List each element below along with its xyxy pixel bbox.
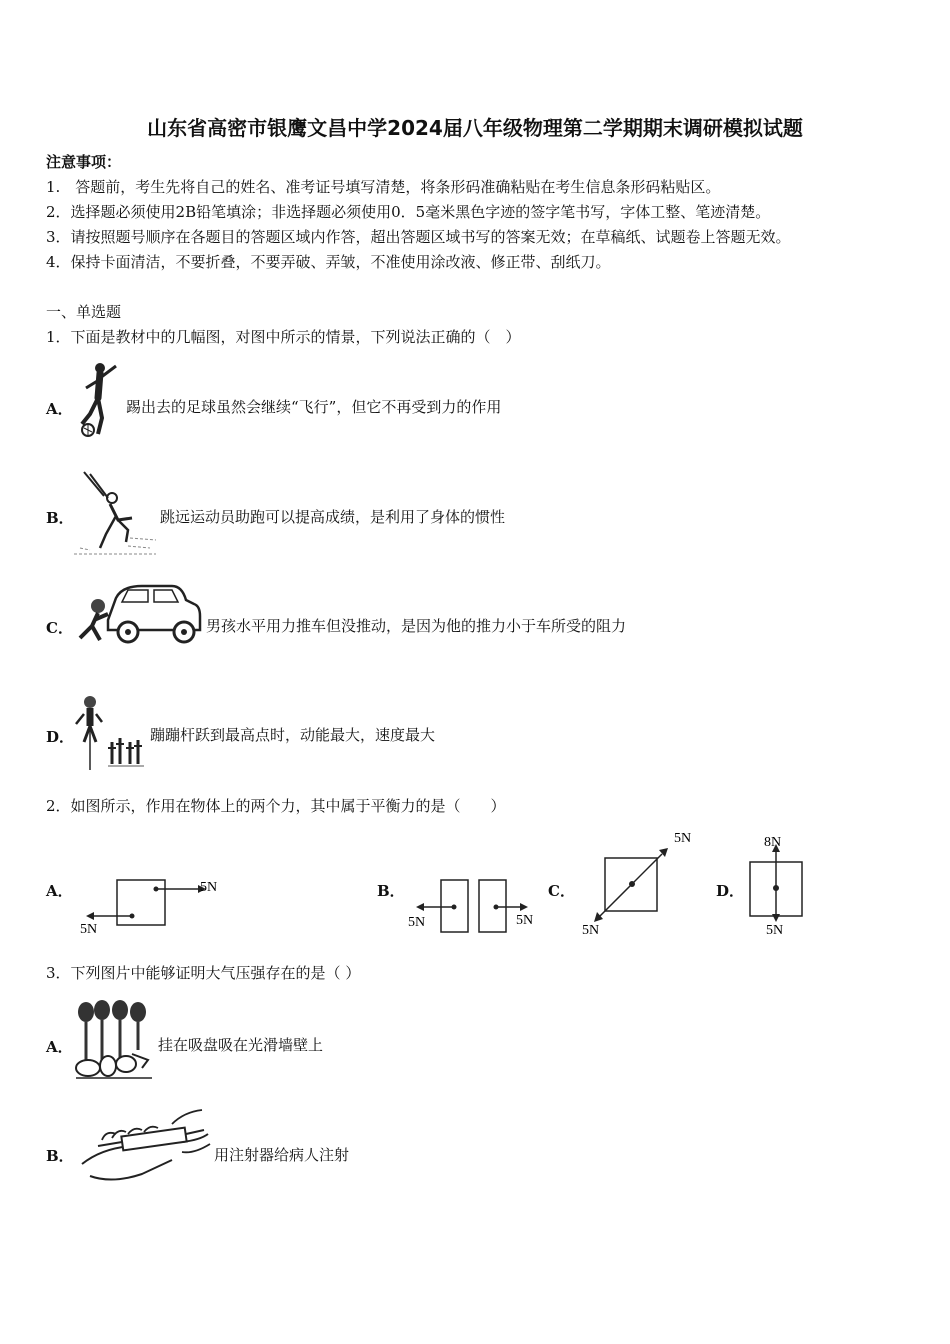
notice-item-2: 2．选择题必须使用2B铅笔填涂；非选择题必须使用0．5毫米黑色字迹的签字笔书写，字体工整、笔迹清楚。: [46, 203, 771, 221]
force-label-down: 5N: [766, 923, 784, 938]
q1-option-c-text: 男孩水平用力推车但没推动，是因为他的推力小于车所受的阻力: [206, 617, 627, 635]
q1-option-b-letter: B．: [46, 509, 74, 527]
boy-pushing-car-icon: [72, 580, 204, 648]
q2-option-c-letter: C．: [548, 882, 575, 900]
notice-heading: 注意事项：: [46, 153, 122, 171]
q2-option-c-diagram: [576, 822, 700, 942]
q1-option-d-letter: D．: [46, 728, 75, 746]
notice-item-3: 3．请按照题号顺序在各题目的答题区域内作答，超出答题区域书写的答案无效；在草稿纸、试题卷上答题无效。: [46, 228, 791, 246]
object-block-right: [479, 880, 506, 932]
force-label-up: 8N: [764, 835, 782, 850]
q2-option-b-letter: B．: [377, 882, 405, 900]
syringe-injection-icon: [72, 1104, 214, 1190]
page-title: 山东省高密市银鹰文昌中学2024届八年级物理第二学期期末调研模拟试题: [147, 116, 803, 140]
q3-option-b-letter: B．: [46, 1147, 74, 1165]
long-jumper-icon: [70, 468, 160, 560]
q1-option-c-letter: C．: [46, 619, 73, 637]
force-label-up-right: 5N: [674, 831, 692, 846]
pogo-stick-icon: [72, 692, 152, 776]
q2-option-a-letter: A．: [46, 882, 73, 900]
force-label-left: 5N: [80, 922, 98, 937]
q1-option-a-letter: A．: [46, 400, 73, 418]
q3-option-a-letter: A．: [46, 1038, 73, 1056]
force-label-down-left: 5N: [582, 923, 600, 938]
q2-option-b-diagram: [404, 872, 546, 940]
notice-item-1: 1. 答题前，考生先将自己的姓名、准考证号填写清楚，将条形码准确粘贴在考生信息条形码粘贴区。: [46, 178, 721, 196]
soccer-player-icon: [72, 358, 122, 440]
force-label-left: 5N: [408, 915, 426, 930]
force-label-right: 5N: [200, 880, 218, 895]
q3-option-b-text: 用注射器给病人注射: [214, 1146, 350, 1164]
q1-option-a-text: 踢出去的足球虽然会继续“飞行”，但它不再受到力的作用: [126, 398, 502, 416]
q1-option-b-text: 跳远运动员助跑可以提高成绩，是利用了身体的惯性: [160, 508, 506, 526]
section-heading: 一、单选题: [46, 303, 122, 321]
q1-option-d-text: 蹦蹦杆跃到最高点时，动能最大，速度最大: [150, 726, 436, 744]
q3-stem: 3．下列图片中能够证明大气压强存在的是（ ）: [46, 964, 361, 982]
force-label-right: 5N: [516, 913, 534, 928]
notice-item-4: 4．保持卡面清洁，不要折叠，不要弄破、弄皱，不准使用涂改液、修正带、刮纸刀。: [46, 253, 611, 271]
q2-option-a-diagram: [74, 868, 234, 940]
q3-option-a-text: 挂在吸盘吸在光滑墙壁上: [158, 1036, 324, 1054]
q2-option-d-letter: D．: [716, 882, 745, 900]
q2-stem: 2．如图所示，作用在物体上的两个力，其中属于平衡力的是（ ）: [46, 797, 506, 815]
suction-hooks-icon: [72, 998, 156, 1084]
q1-stem: 1．下面是教材中的几幅图，对图中所示的情景，下列说法正确的（ ）: [46, 328, 521, 346]
object-block: [117, 880, 165, 925]
q2-option-d-diagram: [744, 828, 814, 940]
